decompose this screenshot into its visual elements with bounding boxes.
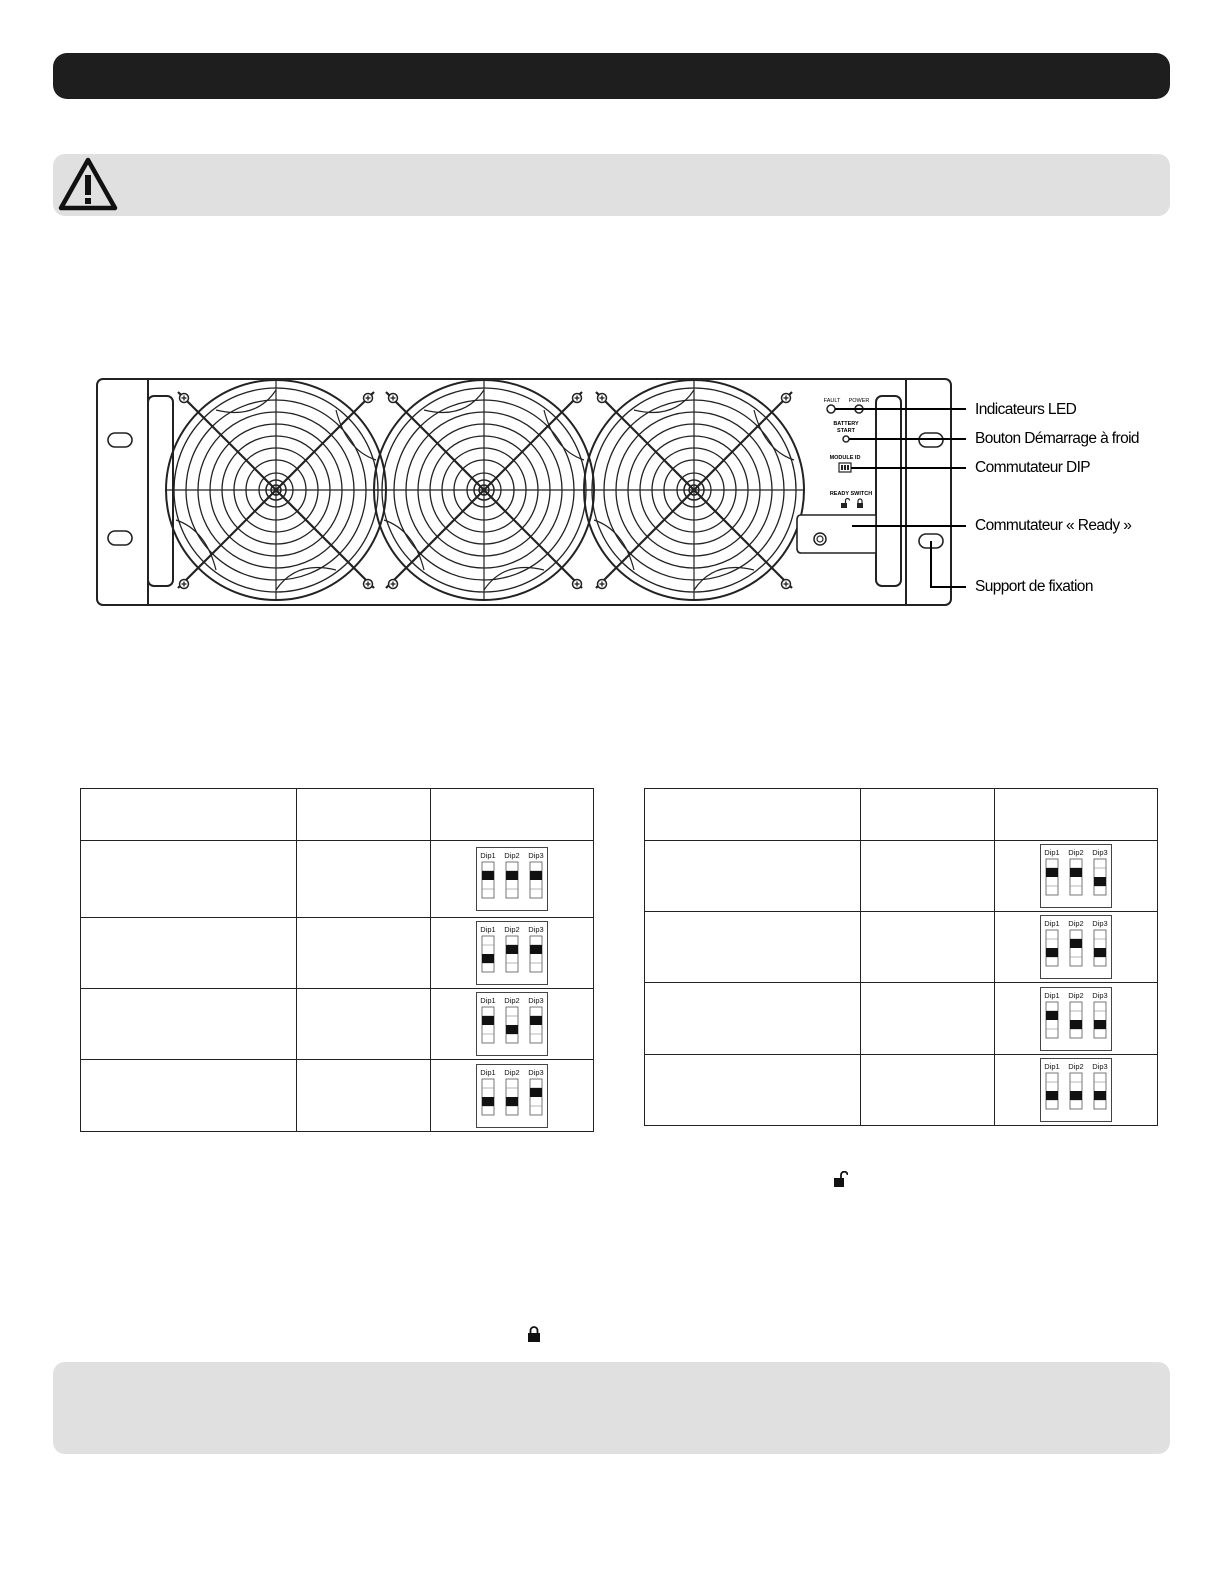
dip-switch-diagram <box>476 847 548 911</box>
dip-label: Dip3 <box>528 925 544 934</box>
warning-box <box>53 154 1170 216</box>
dip-label: Dip2 <box>504 925 520 934</box>
dip-knob-down <box>506 1097 518 1106</box>
dip-knob-down <box>506 1025 518 1034</box>
dip-switch-diagram <box>1040 1058 1112 1122</box>
dip-label: Dip2 <box>504 1067 520 1077</box>
dip-knob-down <box>1046 1091 1058 1100</box>
dip-knob-up <box>506 945 518 954</box>
dip-label: Dip1 <box>480 996 496 1005</box>
module-id-label: MODULE ID <box>829 455 861 461</box>
ready-switch-plate <box>797 515 876 553</box>
table-row <box>81 1060 594 1132</box>
dip-knob-up <box>1046 868 1058 877</box>
dip-setting-cell <box>995 841 1158 912</box>
dip-label: Dip3 <box>1092 848 1108 857</box>
table-row <box>645 1055 1158 1126</box>
dip-knob-up <box>1046 1011 1058 1020</box>
callout-mounting-bracket: Support de fixation <box>975 578 1093 595</box>
callout-ready-switch: Commutateur « Ready » <box>975 517 1132 534</box>
dip-knob-up <box>530 1088 542 1097</box>
dip-label: Dip2 <box>504 996 520 1005</box>
dip-knob-up <box>506 871 518 880</box>
table-row <box>645 912 1158 983</box>
dip-switch-diagram <box>476 992 548 1056</box>
dip-knob-down <box>1094 1020 1106 1029</box>
dip-switch-diagram <box>476 1064 548 1128</box>
table-header-row <box>81 789 594 841</box>
header-cell <box>995 789 1158 841</box>
dip-label: Dip1 <box>1044 848 1060 857</box>
dip-label: Dip1 <box>1044 919 1060 928</box>
header-cell <box>645 789 861 841</box>
dip-knob-up <box>1070 868 1082 877</box>
header-bar <box>53 53 1170 99</box>
dip-setting-cell <box>431 841 594 918</box>
note-box <box>53 1362 1170 1454</box>
dip-label: Dip2 <box>1068 1062 1084 1071</box>
dip-table-right <box>644 788 1158 1126</box>
dip-label: Dip3 <box>1092 1062 1108 1071</box>
table-row <box>645 841 1158 912</box>
dip-knob-down <box>1094 877 1106 886</box>
unlocked-padlock-icon <box>834 1171 848 1187</box>
dip-label: Dip1 <box>480 851 496 860</box>
dip-switch-diagram <box>476 921 548 985</box>
table-row <box>81 989 594 1060</box>
fault-label: FAULT <box>823 398 841 404</box>
dip-knob-up <box>530 1016 542 1025</box>
callout-led-indicators: Indicateurs LED <box>975 401 1077 418</box>
table-row <box>81 918 594 989</box>
dip-label: Dip1 <box>1044 990 1060 1000</box>
dip-setting-cell <box>995 1055 1158 1126</box>
battery-label: BATTERY <box>833 421 859 427</box>
dip-label: Dip1 <box>1044 1062 1060 1071</box>
dip-label: Dip3 <box>1092 919 1108 928</box>
callout-cold-start-button: Bouton Démarrage à froid <box>975 430 1139 447</box>
dip-label: Dip1 <box>480 1067 496 1077</box>
header-cell <box>81 789 297 841</box>
dip-table-left <box>80 788 594 1132</box>
ready-switch-label: READY SWITCH <box>829 491 873 497</box>
dip-label: Dip3 <box>528 996 544 1005</box>
dip-setting-cell <box>431 1060 594 1132</box>
dip-setting-cell <box>995 912 1158 983</box>
dip-setting-cell <box>431 989 594 1060</box>
dip-label: Dip2 <box>1068 990 1084 1000</box>
dip-knob-down <box>482 954 494 963</box>
dip-label: Dip3 <box>528 851 544 860</box>
dip-knob-up <box>530 871 542 880</box>
warning-triangle-icon <box>57 155 119 213</box>
table-row <box>645 983 1158 1055</box>
header-cell <box>431 789 594 841</box>
dip-setting-cell <box>431 918 594 989</box>
dip-label: Dip2 <box>1068 919 1084 928</box>
cold-start-button <box>843 436 849 442</box>
dip-label: Dip2 <box>1068 848 1084 857</box>
dip-knob-down <box>1070 1091 1082 1100</box>
dip-knob-down <box>1094 948 1106 957</box>
dip-knob-up <box>482 1016 494 1025</box>
header-cell <box>861 789 995 841</box>
dip-knob-up <box>1070 939 1082 948</box>
table-row <box>81 841 594 918</box>
dip-switch-diagram <box>1040 844 1112 908</box>
dip-label: Dip3 <box>528 1067 544 1077</box>
fault-led <box>827 405 835 413</box>
header-cell <box>297 789 431 841</box>
dip-knob-down <box>482 1097 494 1106</box>
power-label: POWER <box>848 398 870 404</box>
dip-knob-up <box>530 945 542 954</box>
dip-label: Dip1 <box>480 925 496 934</box>
dip-switch-diagram <box>1040 915 1112 979</box>
callout-dip-switch: Commutateur DIP <box>975 459 1091 476</box>
front-panel-diagram <box>96 378 966 614</box>
dip-setting-cell <box>995 983 1158 1055</box>
table-header-row <box>645 789 1158 841</box>
dip-label: Dip3 <box>1092 990 1108 1000</box>
dip-switch-diagram <box>1040 987 1112 1051</box>
start-label: START <box>837 428 855 434</box>
dip-knob-down <box>1046 948 1058 957</box>
dip-knob-down <box>1070 1020 1082 1029</box>
locked-padlock-icon <box>527 1326 541 1342</box>
dip-knob-down <box>1094 1091 1106 1100</box>
dip-knob-up <box>482 871 494 880</box>
dip-label: Dip2 <box>504 851 520 860</box>
